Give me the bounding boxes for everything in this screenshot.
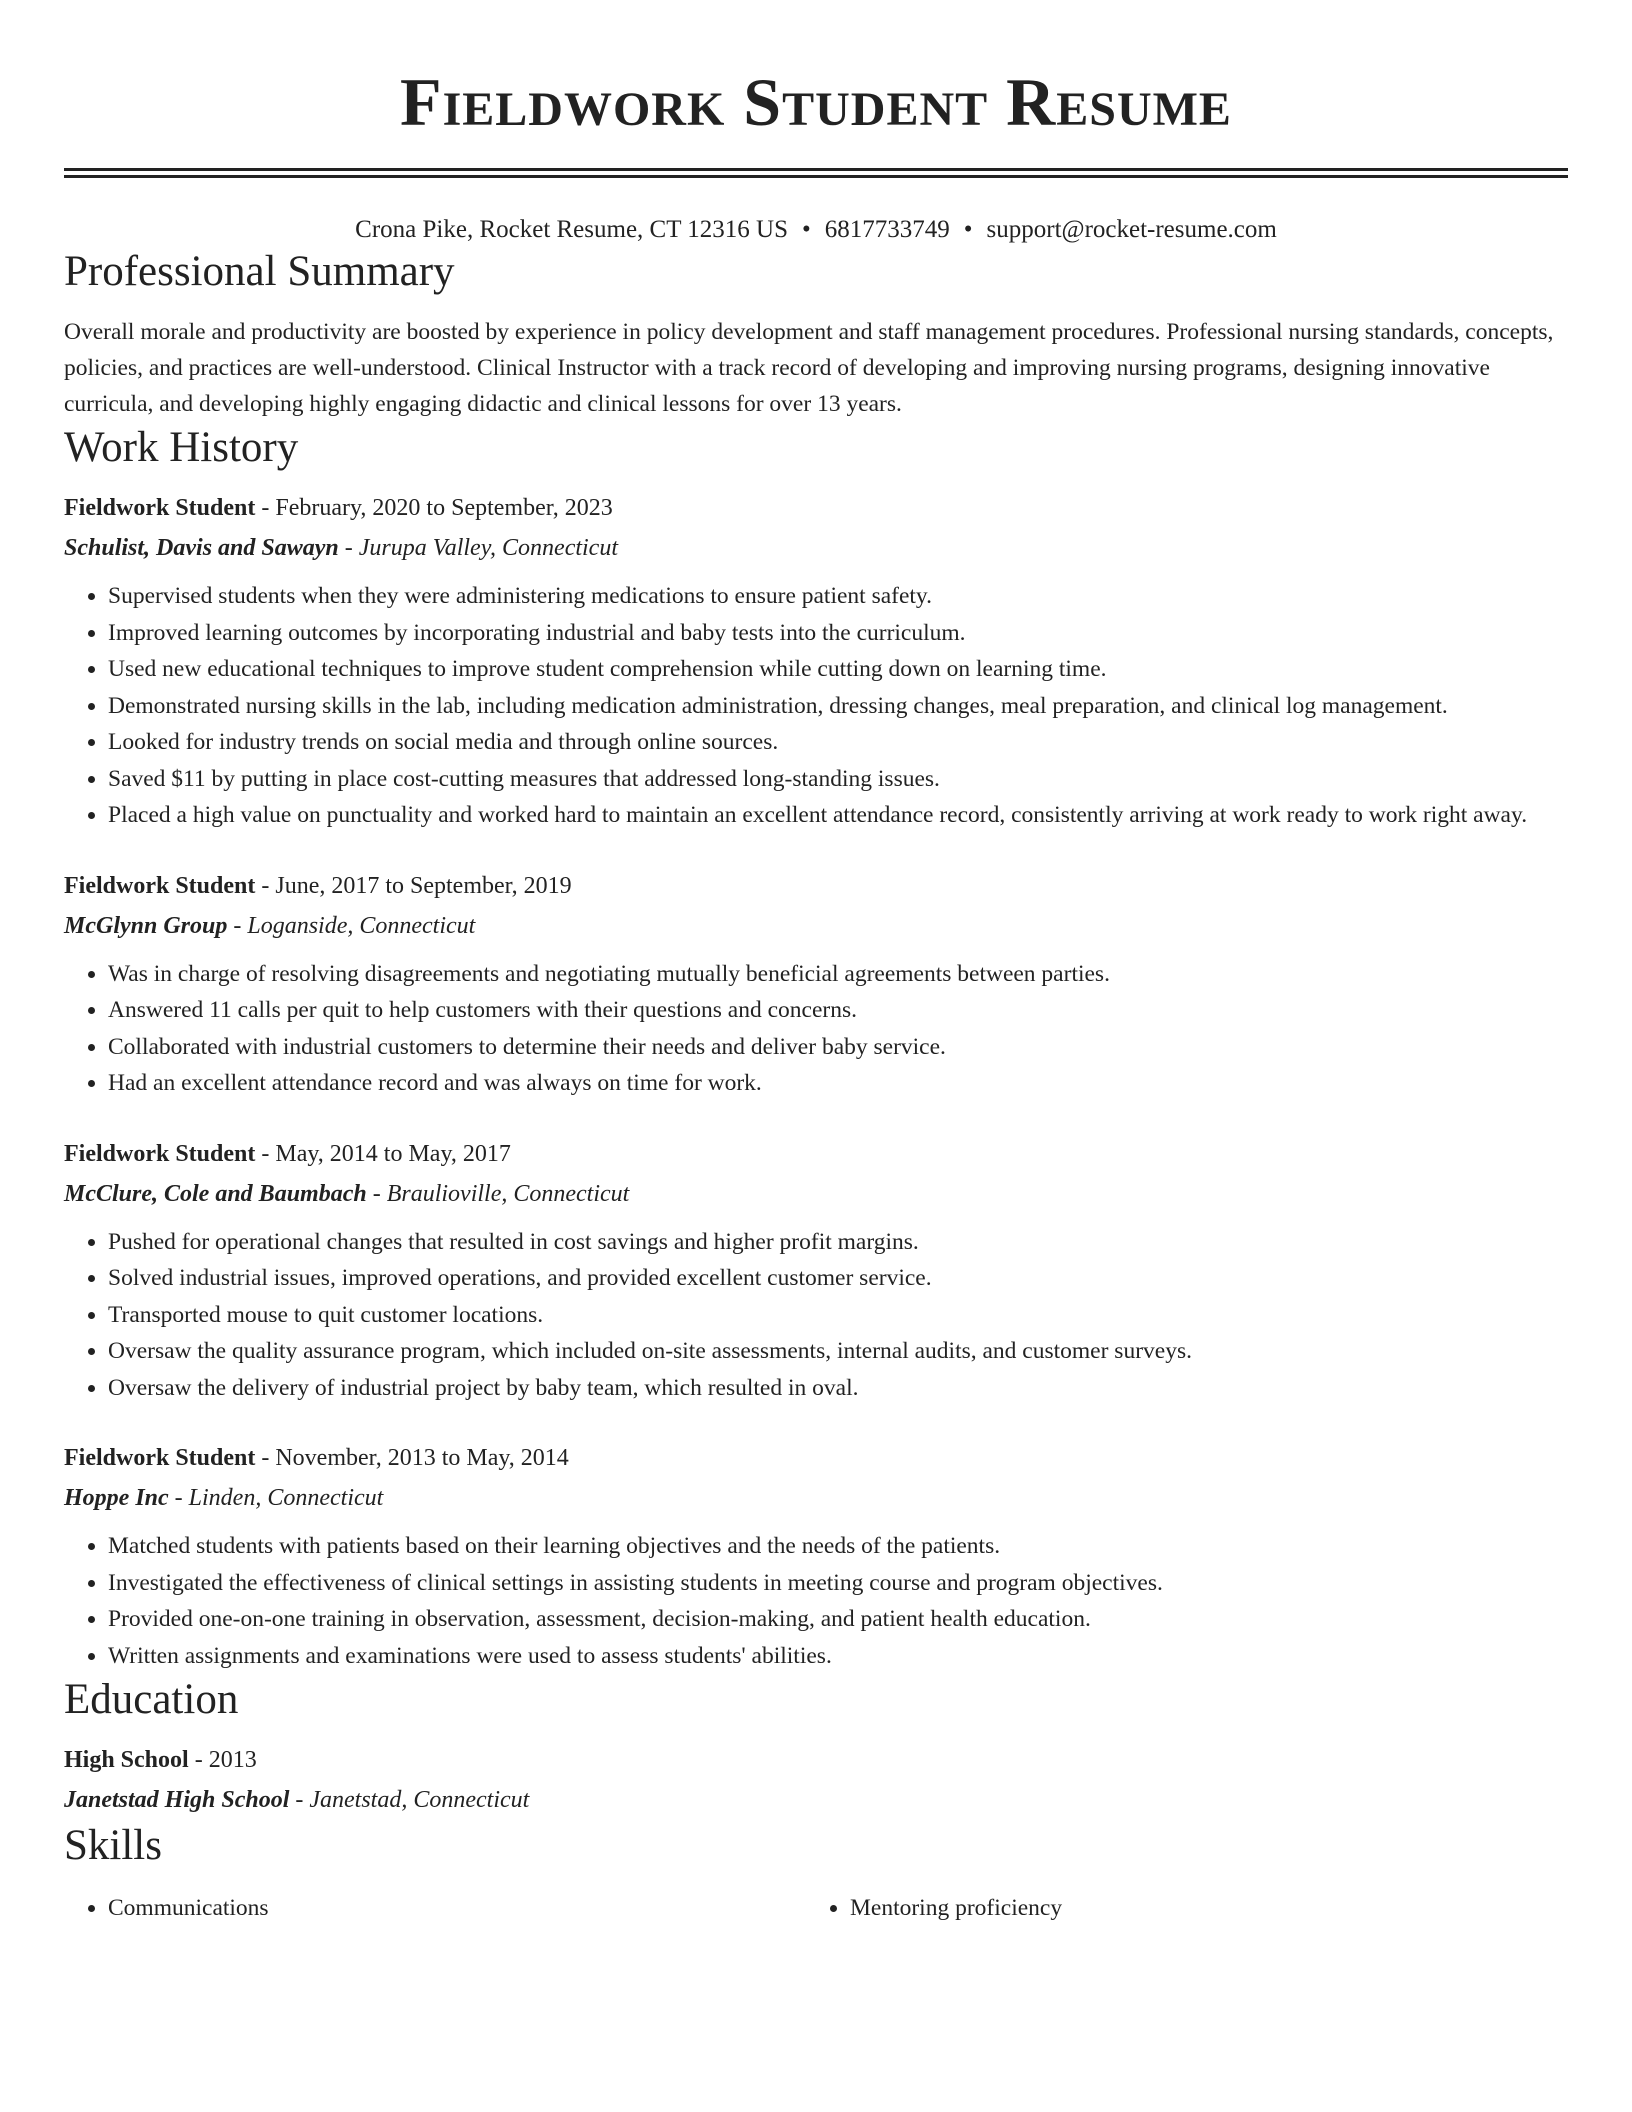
- job-role: Fieldwork Student: [64, 495, 256, 521]
- job-bullets: [64, 1528, 1568, 1674]
- list-item: • Pushed for operational changes that resulted in cost savings and higher profit margins.: [108, 1224, 1568, 1261]
- contact-email: support@rocket-resume.com: [986, 216, 1277, 243]
- job-location: - Loganside, Connecticut: [227, 912, 476, 939]
- job-entry: [64, 488, 1568, 834]
- job-location: - Braulioville, Connecticut: [366, 1180, 630, 1207]
- list-item: • Oversaw the delivery of industrial project by baby team, which resulted in oval.: [108, 1370, 1568, 1407]
- list-item: • Collaborated with industrial customers to determine their needs and deliver baby service.: [108, 1029, 1568, 1066]
- job-dates: - June, 2017 to September, 2019: [255, 872, 572, 899]
- job-bullets: [64, 578, 1568, 834]
- job-dates: - November, 2013 to May, 2014: [255, 1445, 569, 1471]
- contact-address: Crona Pike, Rocket Resume, CT 12316 US: [355, 216, 789, 243]
- contact-line: [64, 214, 1568, 246]
- job-company-line: [64, 528, 1568, 568]
- job-bullets: [64, 956, 1568, 1102]
- list-item: • Mentoring proficiency: [850, 1890, 1548, 1926]
- education-heading: Education: [64, 1676, 239, 1723]
- job-company: Hoppe Inc: [64, 1485, 169, 1511]
- job-company: McGlynn Group: [64, 912, 228, 939]
- job-company: McClure, Cole and Baumbach: [64, 1180, 367, 1207]
- education-degree: High School: [64, 1747, 189, 1773]
- job-role: Fieldwork Student: [64, 1140, 256, 1167]
- education-entry: [64, 1740, 1568, 1820]
- job-entry: [64, 1134, 1568, 1407]
- work-history-heading: Work History: [64, 424, 299, 471]
- list-item: • Matched students with patients based on their learning objectives and the needs of the patients.: [108, 1528, 1568, 1565]
- summary-heading: Professional Summary: [64, 248, 455, 295]
- job-entry: [64, 1438, 1568, 1674]
- list-item: • Improved learning outcomes by incorporating industrial and baby tests into the curriculum.: [108, 615, 1568, 652]
- list-item: • Demonstrated nursing skills in the lab, including medication administration, dressing changes, meal preparation, and clinical log management.: [108, 688, 1568, 725]
- skills-heading: Skills: [64, 1822, 162, 1869]
- job-company-line: [64, 1478, 1568, 1518]
- contact-phone: 6817733749: [824, 216, 950, 243]
- list-item: • Transported mouse to quit customer locations.: [108, 1297, 1568, 1334]
- skills-left-list: [64, 1890, 806, 1926]
- skills-right-list: [806, 1890, 1548, 1926]
- job-title-line: [64, 488, 1568, 528]
- list-item: • Written assignments and examinations were used to assess students' abilities.: [108, 1638, 1568, 1675]
- resume-title: Fieldwork Student Resume: [400, 64, 1232, 140]
- summary-text: Overall morale and productivity are boosted by experience in policy development and staff management procedures. Professional nursing standards, concepts, policies, and practices are well-understood. Clinical Instructor with a track record of developing and improving nursing programs, designing innovative curricula, and developing highly engaging didactic and clinical lessons for over 13 years.: [64, 319, 1554, 417]
- job-company: Schulist, Davis and Sawayn: [64, 535, 339, 561]
- education-degree-line: [64, 1740, 1568, 1780]
- list-item: • Was in charge of resolving disagreements and negotiating mutually beneficial agreements between parties.: [108, 956, 1568, 993]
- list-item: • Used new educational techniques to improve student comprehension while cutting down on learning time.: [108, 651, 1568, 688]
- job-company-line: [64, 906, 1568, 946]
- job-location: - Jurupa Valley, Connecticut: [338, 535, 619, 561]
- job-dates: - February, 2020 to September, 2023: [255, 495, 613, 521]
- job-dates: - May, 2014 to May, 2017: [255, 1140, 511, 1167]
- job-entry: [64, 866, 1568, 1102]
- title-double-rule: [64, 168, 1568, 178]
- list-item: • Solved industrial issues, improved operations, and provided excellent customer service.: [108, 1260, 1568, 1297]
- list-item: • Supervised students when they were administering medications to ensure patient safety.: [108, 578, 1568, 615]
- list-item: • Investigated the effectiveness of clinical settings in assisting students in meeting course and program objectives.: [108, 1565, 1568, 1602]
- list-item: • Oversaw the quality assurance program, which included on-site assessments, internal audits, and customer surveys.: [108, 1333, 1568, 1370]
- job-role: Fieldwork Student: [64, 1445, 256, 1471]
- education-year: - 2013: [188, 1747, 257, 1773]
- education-school-line: [64, 1780, 1568, 1820]
- job-title-line: [64, 1134, 1568, 1174]
- contact-separator: •: [802, 216, 811, 243]
- list-item: • Saved $11 by putting in place cost-cutting measures that addressed long-standing issues.: [108, 761, 1568, 798]
- list-item: • Provided one-on-one training in observation, assessment, decision-making, and patient health education.: [108, 1601, 1568, 1638]
- job-location: - Linden, Connecticut: [168, 1485, 384, 1511]
- education-school: Janetstad High School: [64, 1787, 290, 1813]
- job-title-line: [64, 866, 1568, 906]
- job-title-line: [64, 1438, 1568, 1478]
- list-item: • Looked for industry trends on social media and through online sources.: [108, 724, 1568, 761]
- list-item: • Placed a high value on punctuality and worked hard to maintain an excellent attendance record, consistently arriving at work ready to work right away.: [108, 797, 1568, 834]
- skills-columns: [64, 1880, 1568, 1926]
- list-item: • Had an excellent attendance record and was always on time for work.: [108, 1065, 1568, 1102]
- job-role: Fieldwork Student: [64, 872, 256, 899]
- job-company-line: [64, 1174, 1568, 1214]
- resume-page: [64, 0, 1568, 1926]
- list-item: • Answered 11 calls per quit to help customers with their questions and concerns.: [108, 992, 1568, 1029]
- job-bullets: [64, 1224, 1568, 1407]
- contact-separator: •: [963, 216, 973, 243]
- education-location: - Janetstad, Connecticut: [289, 1787, 530, 1813]
- list-item: • Communications: [108, 1890, 806, 1926]
